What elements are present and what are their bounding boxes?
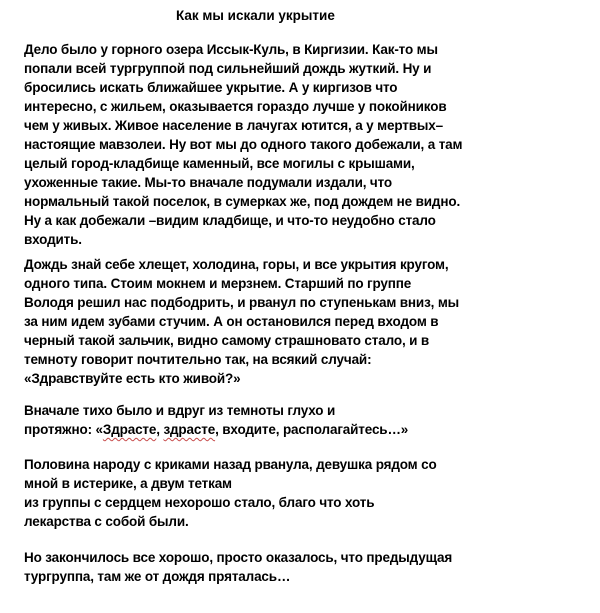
- text-line: Ну а как добежали –видим кладбище, и что-то неудобно стало: [24, 213, 436, 228]
- text-line: попали всей тургруппой под сильнейший дождь жуткий. Ну и: [24, 61, 432, 76]
- paragraph-1: [24, 40, 590, 249]
- text-line: входить.: [24, 232, 82, 247]
- paragraph-3: [24, 401, 590, 439]
- text-fragment: протяжно: «: [24, 422, 103, 437]
- text-line: чем у живых. Живое население в лачугах ютится, а у мертвых–: [24, 118, 443, 133]
- text-line: Вначале тихо было и вдруг из темноты глухо и: [24, 403, 336, 418]
- document-title: Как мы искали укрытие: [176, 8, 335, 23]
- text-line: настоящие мавзолеи. Ну вот мы до одного такого добежали, а там: [24, 137, 463, 152]
- paragraph-4: [24, 455, 590, 531]
- paragraph-5: [24, 548, 590, 586]
- text-line: Но закончилось все хорошо, просто оказалось, что предыдущая: [24, 550, 453, 565]
- text-line: «Здравствуйте есть кто живой?»: [24, 371, 241, 386]
- text-line: интересно, с жильем, оказывается гораздо лучше у покойников: [24, 99, 447, 114]
- text-line: Половина народу с криками назад рванула, девушка рядом со: [24, 457, 437, 472]
- text-line: бросились искать ближайшее укрытие. А у киргизов что: [24, 80, 398, 95]
- text-line: нормальный такой поселок, в сумерках же, под дождем не видно.: [24, 194, 461, 209]
- paragraph-2: [24, 255, 590, 388]
- text-fragment: , входите, располагайтесь…»: [215, 422, 409, 437]
- spellcheck-word: здрасте: [163, 422, 216, 437]
- text-line: тургруппа, там же от дождя пряталась…: [24, 569, 291, 584]
- text-line: Дождь знай себе хлещет, холодина, горы, и все укрытия кругом,: [24, 257, 449, 272]
- text-line: одного типа. Стоим мокнем и мерзнем. Старший по группе: [24, 276, 412, 291]
- text-line: темноту говорит почтительно так, на всякий случай:: [24, 352, 372, 367]
- text-line: целый город-кладбище каменный, все могилы с крышами,: [24, 156, 415, 171]
- text-line: Володя решил нас подбодрить, и рванул по ступенькам вниз, мы: [24, 295, 460, 310]
- text-line: из группы с сердцем нехорошо стало, благо что хоть: [24, 495, 375, 510]
- text-line: [24, 420, 590, 439]
- text-line: лекарства с собой были.: [24, 514, 189, 529]
- text-line: черный такой зальчик, видно самому страшновато стало, и в: [24, 333, 430, 348]
- text-fragment: ,: [156, 422, 164, 437]
- text-line: за ним идем зубами стучим. А он остановился перед входом в: [24, 314, 439, 329]
- spellcheck-word: Здрасте: [102, 422, 157, 437]
- text-line: ухоженные такие. Мы-то вначале подумали издали, что: [24, 175, 392, 190]
- text-line: Дело было у горного озера Иссык-Куль, в Киргизии. Как-то мы: [24, 42, 438, 57]
- text-line: мной в истерике, а двум теткам: [24, 476, 232, 491]
